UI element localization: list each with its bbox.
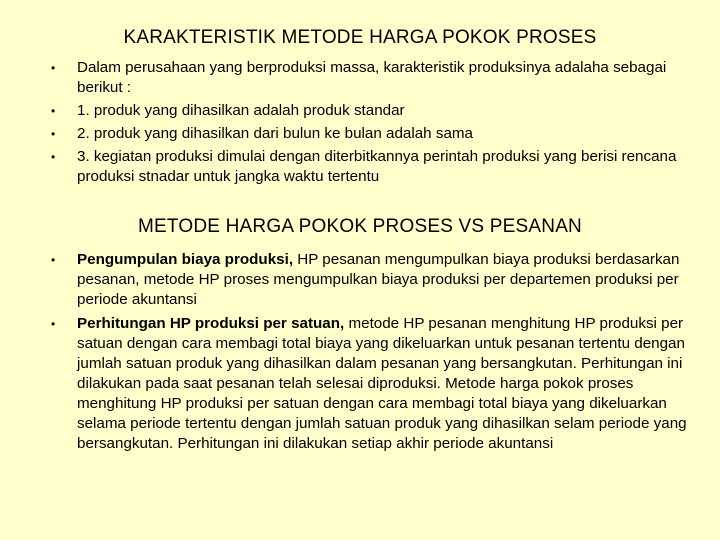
list-item — [0, 314, 720, 454]
bullet-icon: • — [51, 127, 56, 141]
list-item — [0, 101, 720, 121]
bullet-icon: • — [51, 253, 56, 267]
section2-bullet-list — [0, 250, 720, 458]
bullet-icon: • — [51, 104, 56, 118]
list-item-text: 1. produk yang dihasilkan adalah produk standar — [77, 102, 405, 119]
bullet-icon: • — [51, 317, 56, 331]
list-item — [0, 124, 720, 144]
list-item-text: Dalam perusahaan yang berproduksi massa, karakteristik produksinya adalaha sebagai berikut : — [77, 59, 667, 96]
list-item-lead: Pengumpulan biaya produksi, — [77, 251, 294, 268]
list-item-text: 2. produk yang dihasilkan dari bulun ke bulan adalah sama — [77, 125, 473, 142]
list-item-text: metode HP pesanan menghitung HP produksi per satuan dengan cara membagi total biaya yang dikeluarkan untuk pesanan tertentu dengan jumlah satuan produk yang dihasilkan dalam pesanan yang bersangkutan. Perhitungan ini dilakukan pada saat pesanan telah selesai diproduksi. Metode harga pokok proses menghitung HP produksi per satuan dengan cara membagi total biaya yang dikeluarkan selama periode tertentu dengan jumlah satuan produk yang dihasilkan selam periode yang bersangkutan. Perhitungan ini dilakukan setiap akhir periode akuntansi — [77, 315, 687, 452]
list-item — [0, 147, 720, 187]
section2-title: METODE HARGA POKOK PROSES VS PESANAN — [138, 216, 582, 237]
section1-title: KARAKTERISTIK METODE HARGA POKOK PROSES — [123, 27, 597, 48]
list-item-text: HP pesanan mengumpulkan biaya produksi berdasarkan pesanan, metode HP proses mengumpulkan biaya produksi per departemen produksi per periode akuntansi — [77, 251, 680, 308]
list-item-text: 3. kegiatan produksi dimulai dengan diterbitkannya perintah produksi yang berisi rencana produksi stnadar untuk jangka waktu tertentu — [77, 148, 677, 185]
bullet-icon: • — [51, 61, 56, 75]
list-item — [0, 250, 720, 310]
list-item — [0, 58, 720, 98]
bullet-icon: • — [51, 150, 56, 164]
list-item-lead: Perhitungan HP produksi per satuan, — [77, 315, 345, 332]
section1-bullet-list — [0, 58, 720, 190]
